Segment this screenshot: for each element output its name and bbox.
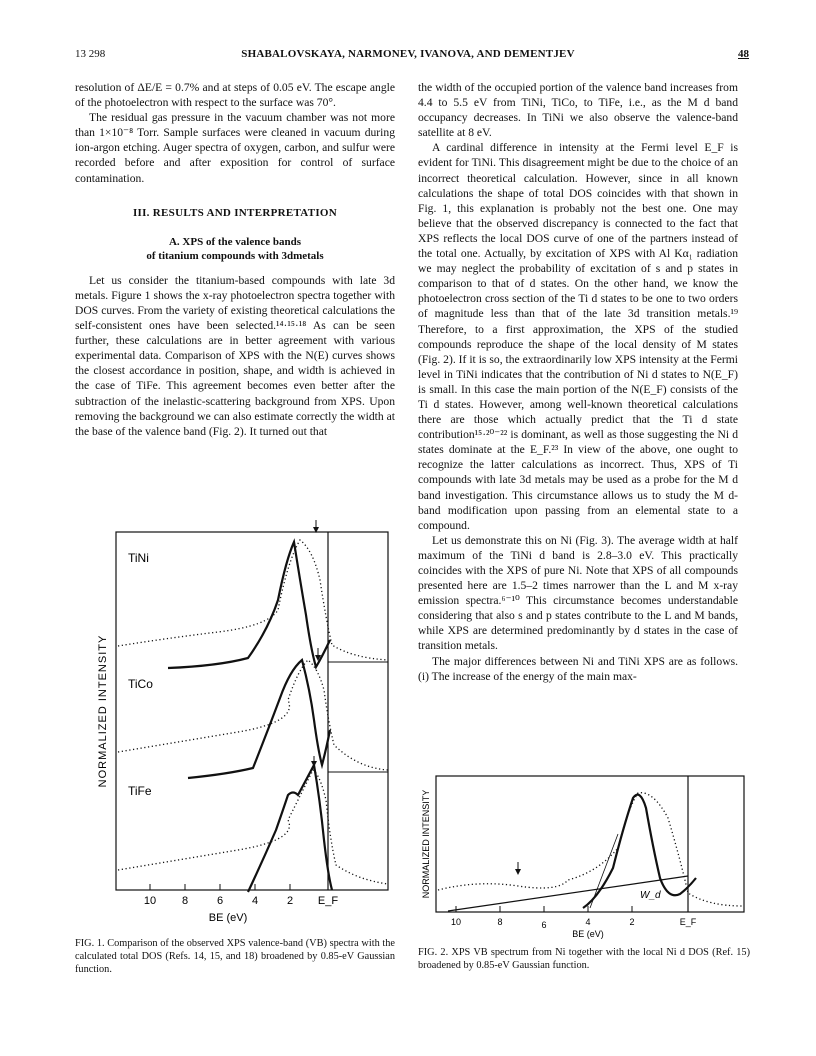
running-head-authors: SHABALOVSKAYA, NARMONEV, IVANOVA, AND DEMENTJEV: [241, 48, 575, 60]
paragraph: the width of the occupied portion of the valence band increases from 4.4 to 5.5 eV from TiNi, TiCo, to TiFe, i.e., as the M d band occupancy decreases. In TiNi we also observe the valence-band satellite at 8 eV.: [418, 81, 738, 140]
plot-frame: [116, 532, 388, 890]
figure-2-caption: FIG. 2. XPS VB spectrum from Ni together with the local Ni d DOS (Ref. 15) broadened by 0.85-eV Gaussian function.: [418, 947, 750, 972]
paragraph: A cardinal difference in intensity at the Fermi level E_F is evident for TiNi. This disagreement might be due to the choice of an incorrect theoretical calculation. However, since in all known calculations the shape of total DOS coincides with that shown in Fig. 1, this explanation is probably not the best one. One may believe that the observed discrepancy is connected to the fact that XPS reflects the local DOS curve of one of the partners instead of the total one. Actually, by excitation of XPS with Al Kα₁ radiation we may neglect the probability of excitation of s and p states in comparison to that of d states. On the other hand, we know the photoelectron cross section of the Ti d states to be one to two orders of magnitude less than that of the late 3d transition metals.¹⁹ Therefore, to a first approximation, the XPS of the studied compounds reproduce the shape of the local density of M states (Fig. 2). If it is so, the extraordinarily low XPS intensity at the Fermi level in TiNi indicates that the contribution of Ni d states to N(E_F) is small. In this case the main portion of the N(E_F) consists of the Ti d states. However, among well-known theoretical calculations there are those which actually predict that the Ti d state contribution¹⁵·²⁰⁻²² is dominant, as well as those suggesting the Ni d states dominate at the E_F.²³ In view of the above, one ought to recognize the latter calculations as incorrect. Thus, XPS of Ti compounds with late 3d metals may be used as a probe for the M d band investigation. This circumstance allows us to study the M d-band modification upon passing from an elemental state to a compound.: [418, 141, 738, 532]
tife-dos-curve: [248, 765, 332, 892]
x-axis-label: BE (eV): [572, 929, 604, 939]
x-tick-label: 10: [450, 917, 462, 927]
subsection-title: [75, 235, 395, 263]
x-tick-label: 8: [497, 917, 503, 927]
paragraph: Let us demonstrate this on Ni (Fig. 3). The average width at half maximum of the TiNi d band is 2.8–3.0 eV. This practically coincides with the XPS of pure Ni. Note that XPS of all compounds presented here are 1.5–2 times narrower than the L and M x-ray emission spectra.⁶⁻¹⁰ This circumstance becomes understandable considering that also s and p states contribute to the L and M bands, while XPS are determined predominantly by d states in the case of transition metals.: [418, 533, 738, 653]
paragraph: Let us consider the titanium-based compounds with late 3d metals. Figure 1 shows the x-ray photoelectron spectra together with DOS curves. From the variety of existing theoretical calculations the self-consistent ones have been selected.¹⁴·¹⁵·¹⁸ As can be seen further, these calculations are in better agreement with various experimental data. Comparison of XPS with the N(E) curves shows the closest accordance in position, shape, and width is achieved in the case of TiFe. This agreement becomes even better after the subtraction of the inelastic-scattering background from XPS. Upon removing the background we can also estimate correctly the width at the base of the valence band (Fig. 2). It turned out that: [75, 273, 395, 438]
x-tick-label-fermi: E_F: [317, 895, 339, 907]
y-axis-label: NORMALIZED INTENSITY: [97, 634, 109, 788]
x-tick-label: 6: [216, 895, 224, 907]
left-column: [75, 80, 395, 439]
x-tick-label: 4: [585, 917, 591, 927]
paragraph: resolution of ΔE/E = 0.7% and at steps of 0.05 eV. The escape angle of the photoelectron with respect to the surface was 70°.: [75, 81, 395, 110]
plot-frame: [436, 776, 744, 912]
x-tick-label: 8: [181, 895, 189, 907]
x-tick-label: 2: [286, 895, 294, 907]
width-marker-line: [590, 834, 618, 908]
panel-label-tico: TiCo: [128, 677, 153, 691]
panel-label-tife: TiFe: [128, 784, 152, 798]
x-tick-label: 4: [251, 895, 259, 907]
x-tick-label: 2: [629, 917, 635, 927]
y-axis-label: NORMALIZED INTENSITY: [421, 789, 431, 899]
subsection-title-line: of titanium compounds with 3dmetals: [146, 249, 324, 262]
x-tick-label-fermi: E_F: [679, 917, 697, 927]
figure-2: [418, 768, 748, 943]
figure-1-caption: FIG. 1. Comparison of the observed XPS valence-band (VB) spectra with the calculated total DOS (Refs. 14, 15, and 18) broadened by 0.85-eV Gaussian function.: [75, 938, 395, 976]
figure-1: [88, 520, 398, 930]
section-title: III. RESULTS AND INTERPRETATION: [132, 206, 338, 219]
x-axis-label: BE (eV): [208, 912, 248, 924]
volume-number: 48: [738, 48, 749, 60]
tife-xps-spectrum: [118, 770, 388, 884]
arrow-icon: [515, 869, 521, 875]
subsection-title-line: A. XPS of the valence bands: [168, 235, 301, 248]
tico-dos-curve: [188, 660, 330, 778]
right-column: [418, 80, 738, 684]
panel-label-tini: TiNi: [128, 551, 149, 565]
page-number: 13 298: [75, 48, 106, 60]
tico-xps-spectrum: [118, 660, 388, 770]
figure-2-plot: [418, 768, 748, 943]
figure-1-plot: [88, 520, 398, 930]
paragraph: The residual gas pressure in the vacuum chamber was not more than 1×10⁻⁸ Torr. Sample surfaces were cleaned in vacuum during ion-argon etching. Auger spectra of oxygen, carbon, and sulfur were recorded before and after exposition for control of surface contamination.: [75, 111, 395, 185]
tini-dos-curve: [168, 542, 330, 668]
paragraph: The major differences between Ni and TiNi XPS are as follows. (i) The increase of the energy of the main max-: [418, 654, 738, 683]
arrow-icon: [311, 761, 317, 767]
wd-label: W_d: [640, 890, 661, 901]
ni-xps-spectrum: [438, 793, 743, 906]
x-tick-label: 10: [143, 895, 157, 907]
x-tick-label: 6: [541, 920, 547, 930]
tini-xps-spectrum: [118, 540, 388, 660]
